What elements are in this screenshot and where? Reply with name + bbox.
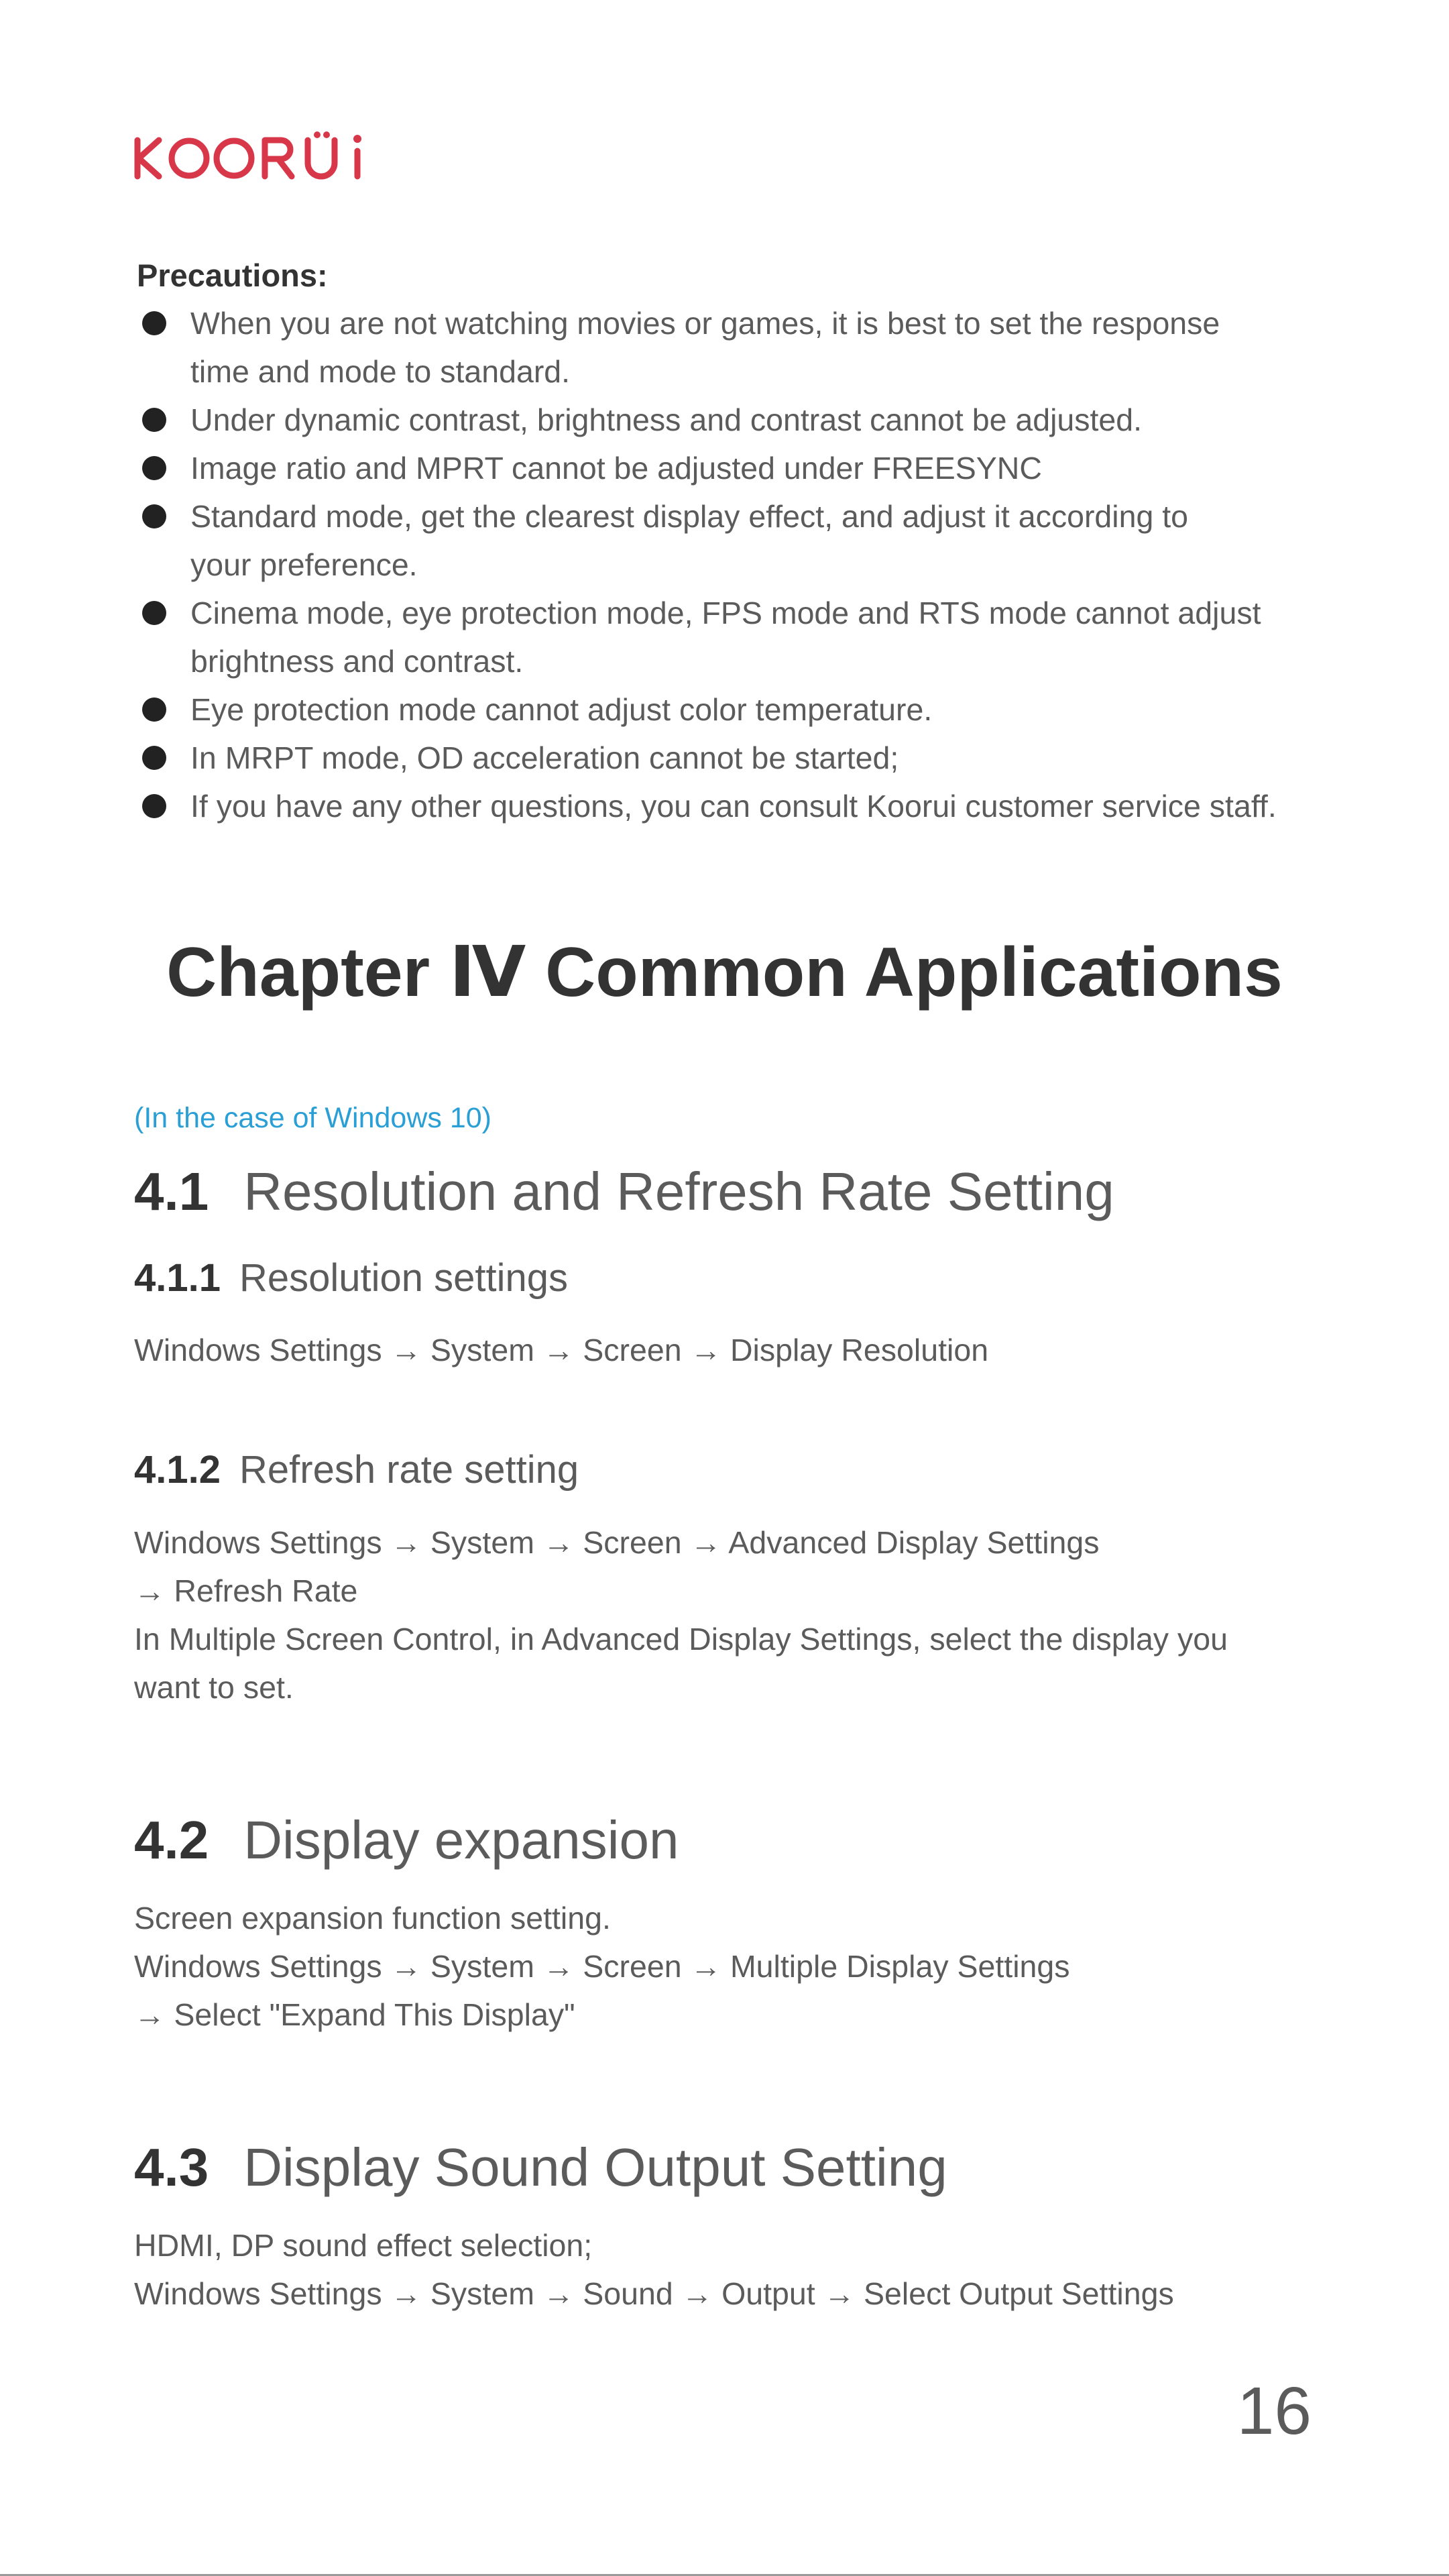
paragraph-line: → Refresh Rate — [134, 1573, 358, 1608]
paragraph-4-2 — [134, 1894, 1341, 2039]
list-item — [137, 734, 1344, 782]
paragraph-line: HDMI, DP sound effect selection; — [134, 2228, 593, 2263]
bullet-icon — [142, 746, 166, 770]
list-item — [137, 299, 1344, 396]
section-heading-4-3 — [134, 2136, 947, 2199]
chapter-title: Chapter Ⅳ Common Applications — [166, 934, 1283, 1011]
page-number: 16 — [1236, 2373, 1312, 2449]
list-item-line: If you have any other questions, you can consult Koorui customer service staff. — [190, 789, 1277, 824]
bullet-icon — [142, 456, 166, 480]
list-item — [137, 492, 1344, 589]
paragraph-4-1-1 — [134, 1326, 1341, 1374]
list-item — [137, 685, 1344, 734]
paragraph-line: In Multiple Screen Control, in Advanced Display Settings, select the display you — [134, 1622, 1228, 1657]
bullet-icon — [142, 794, 166, 818]
subsection-number: 4.1.1 — [134, 1256, 221, 1300]
list-item-line: your preference. — [190, 547, 418, 582]
list-item — [137, 444, 1344, 492]
bullet-icon — [142, 504, 166, 528]
paragraph-4-1-2 — [134, 1518, 1341, 1712]
list-item — [137, 396, 1344, 444]
list-item-line: Image ratio and MPRT cannot be adjusted under FREESYNC — [190, 451, 1042, 486]
list-item-line: Cinema mode, eye protection mode, FPS mode and RTS mode cannot adjust — [190, 596, 1261, 630]
paragraph-line: want to set. — [134, 1670, 294, 1705]
subsection-heading-4-1-2 — [134, 1447, 579, 1494]
section-number: 4.2 — [134, 1810, 209, 1870]
bullet-icon — [142, 408, 166, 432]
paragraph-4-3 — [134, 2221, 1341, 2318]
list-item — [137, 589, 1344, 685]
paragraph-line: Screen expansion function setting. — [134, 1901, 611, 1936]
list-item-line: Under dynamic contrast, brightness and contrast cannot be adjusted. — [190, 402, 1143, 437]
case-note: (In the case of Windows 10) — [134, 1102, 491, 1134]
bullet-icon — [142, 311, 166, 335]
section-number: 4.3 — [134, 2137, 209, 2197]
section-title: Display Sound Output Setting — [243, 2137, 947, 2197]
section-title: Display expansion — [243, 1810, 679, 1870]
subsection-title: Refresh rate setting — [239, 1448, 579, 1492]
subsection-title: Resolution settings — [239, 1256, 569, 1300]
list-item-line: Eye protection mode cannot adjust color temperature. — [190, 692, 933, 727]
precautions-title: Precautions: — [137, 258, 328, 293]
section-number: 4.1 — [134, 1162, 209, 1221]
list-item-line: Standard mode, get the clearest display effect, and adjust it according to — [190, 499, 1189, 534]
bullet-icon — [142, 697, 166, 722]
paragraph-line: Windows Settings → System → Screen → Display Resolution — [134, 1333, 989, 1367]
paragraph-line: → Select "Expand This Display" — [134, 1997, 575, 2032]
paragraph-line: Windows Settings → System → Screen → Advanced Display Settings — [134, 1525, 1100, 1560]
list-item-line: time and mode to standard. — [190, 354, 571, 389]
section-heading-4-1 — [134, 1160, 1114, 1223]
section-heading-4-2 — [134, 1809, 679, 1872]
paragraph-line: Windows Settings → System → Sound → Output → Select Output Settings — [134, 2276, 1174, 2311]
paragraph-line: Windows Settings → System → Screen → Multiple Display Settings — [134, 1949, 1070, 1984]
koorui-logo — [132, 131, 377, 183]
section-title: Resolution and Refresh Rate Setting — [243, 1162, 1114, 1221]
list-item-line: brightness and contrast. — [190, 644, 524, 679]
bullet-icon — [142, 601, 166, 625]
subsection-number: 4.1.2 — [134, 1448, 221, 1492]
precautions-list — [137, 299, 1344, 830]
list-item-line: When you are not watching movies or games, it is best to set the response — [190, 306, 1220, 341]
subsection-heading-4-1-1 — [134, 1255, 568, 1302]
list-item-line: In MRPT mode, OD acceleration cannot be started; — [190, 740, 899, 775]
list-item — [137, 782, 1344, 830]
